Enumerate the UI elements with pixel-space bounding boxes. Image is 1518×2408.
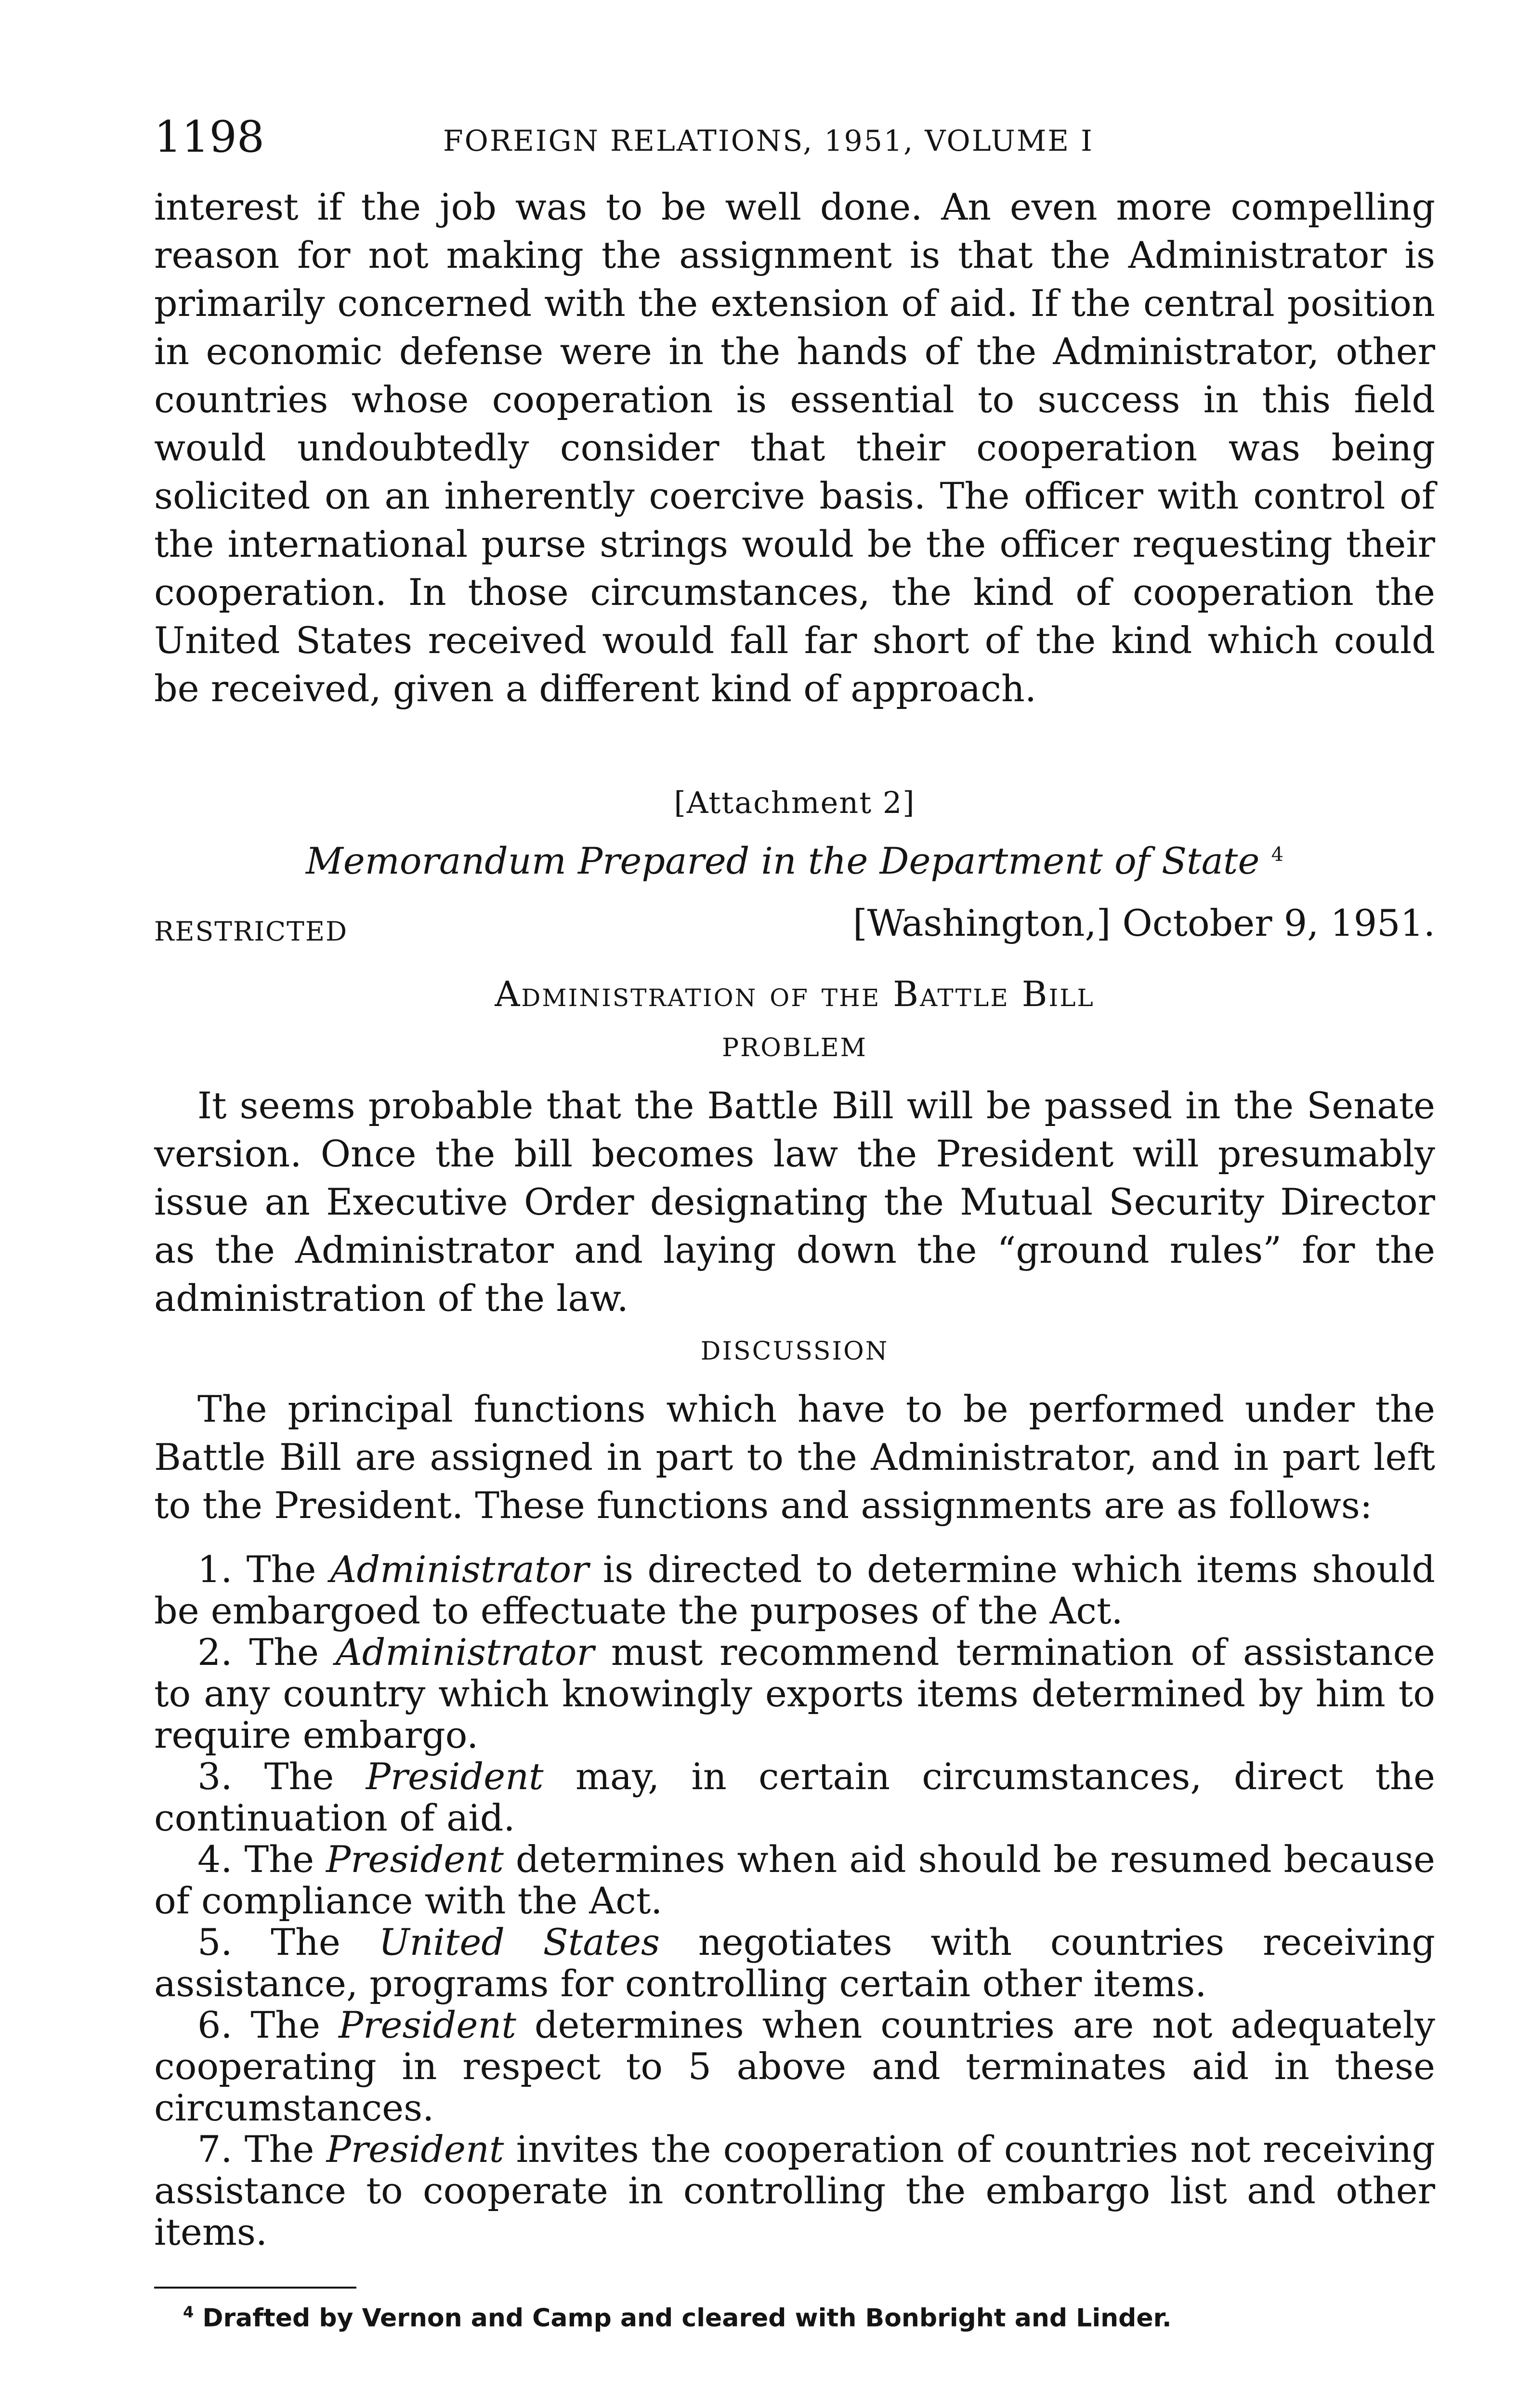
problem-paragraph: It seems probable that the Battle Bill will be passed in the Senate version. Once the bill becomes law the President will presumably issue an Executive Order designating the Mutual Security Director as the Administrator and laying down the “ground rules” for the administration of the law. bbox=[154, 1084, 1435, 1320]
footnote-divider bbox=[154, 2287, 356, 2289]
footnote-marker: 4 bbox=[183, 2303, 194, 2321]
footnote bbox=[154, 2303, 1435, 2332]
item-text: may, in certain circumstances, direct the continuation of aid. bbox=[154, 1755, 1435, 1839]
item-number: 4. bbox=[197, 1838, 233, 1881]
item-number: 6. bbox=[197, 2003, 233, 2046]
item-role: United States bbox=[379, 1921, 660, 1963]
list-item bbox=[154, 1839, 1435, 1922]
item-text: must recommend termination of assistance to any country which knowingly exports items determined by him to require embargo. bbox=[154, 1631, 1435, 1756]
list-item bbox=[154, 1756, 1435, 1839]
dateline: [Washington,] October 9, 1951. bbox=[852, 902, 1435, 944]
list-item bbox=[154, 1922, 1435, 2004]
discussion-heading: DISCUSSION bbox=[700, 1337, 889, 1366]
item-prefix: The bbox=[249, 1631, 319, 1674]
item-role: President bbox=[339, 2003, 516, 2046]
document-page bbox=[154, 111, 1435, 2332]
item-prefix: The bbox=[250, 2003, 321, 2046]
item-role: President bbox=[366, 1755, 544, 1798]
item-role: Administrator bbox=[335, 1631, 594, 1674]
continuation-paragraph: interest if the job was to be well done. An even more compelling reason for not making the assignment is that the Administrator is primarily concerned with the extension of aid. If the central position in economic defense were in the hands of the Administrator, other countries whose cooperation is essential to success in this field would undoubtedly consider that their cooperation was being solicited on an inherently coercive basis. The officer with control of the international purse strings would be the officer requesting their cooperation. In those circumstances, the kind of cooperation the United States received would fall far short of the kind which could be received, given a different kind of approach. bbox=[154, 185, 1435, 710]
item-number: 5. bbox=[197, 1921, 233, 1963]
subject-title: Administration of the Battle Bill bbox=[495, 974, 1095, 1014]
footnote-text: Drafted by Vernon and Camp and cleared with Bonbright and Linder. bbox=[202, 2303, 1172, 2333]
page-header bbox=[154, 111, 1435, 183]
list-item bbox=[154, 1549, 1435, 1632]
discussion-intro: The principal functions which have to be performed under the Battle Bill are assigned in part to the Administrator, and in part left to the President. These functions and assignments are as follows: bbox=[154, 1387, 1435, 1527]
functions-list bbox=[154, 1549, 1435, 2253]
list-item bbox=[154, 2004, 1435, 2129]
list-item bbox=[154, 1632, 1435, 1756]
problem-heading: PROBLEM bbox=[722, 1034, 867, 1062]
item-text: negotiates with countries receiving assistance, programs for controlling certain other items. bbox=[154, 1921, 1435, 2005]
footnote-reference: 4 bbox=[1271, 843, 1284, 866]
classification-row bbox=[154, 902, 1435, 964]
item-text: determines when aid should be resumed because of compliance with the Act. bbox=[154, 1838, 1435, 1922]
item-prefix: The bbox=[264, 1755, 334, 1798]
item-prefix: The bbox=[244, 1838, 314, 1881]
running-head: FOREIGN RELATIONS, 1951, VOLUME I bbox=[443, 124, 1094, 158]
item-number: 1. bbox=[197, 1548, 233, 1591]
item-prefix: The bbox=[244, 2128, 314, 2171]
classification-label: RESTRICTED bbox=[154, 916, 348, 947]
item-text: invites the cooperation of countries not receiving assistance to cooperate in controlling the embargo list and other items. bbox=[154, 2128, 1435, 2253]
item-role: Administrator bbox=[330, 1548, 589, 1591]
item-text: determines when countries are not adequately cooperating in respect to 5 above and terminates aid in these circumstances. bbox=[154, 2003, 1435, 2129]
memo-title-text: Memorandum Prepared in the Department of State bbox=[305, 839, 1260, 882]
item-number: 2. bbox=[197, 1631, 233, 1674]
item-prefix: The bbox=[271, 1921, 340, 1963]
item-role: President bbox=[326, 2128, 504, 2171]
item-number: 3. bbox=[197, 1755, 233, 1798]
item-text: is directed to determine which items should be embargoed to effectuate the purposes of the Act. bbox=[154, 1548, 1435, 1632]
item-prefix: The bbox=[246, 1548, 316, 1591]
page-number: 1198 bbox=[154, 112, 265, 162]
list-item bbox=[154, 2129, 1435, 2253]
item-role: President bbox=[326, 1838, 504, 1881]
attachment-label: [Attachment 2] bbox=[674, 785, 916, 820]
memo-title bbox=[154, 839, 1435, 882]
item-number: 7. bbox=[197, 2128, 233, 2171]
